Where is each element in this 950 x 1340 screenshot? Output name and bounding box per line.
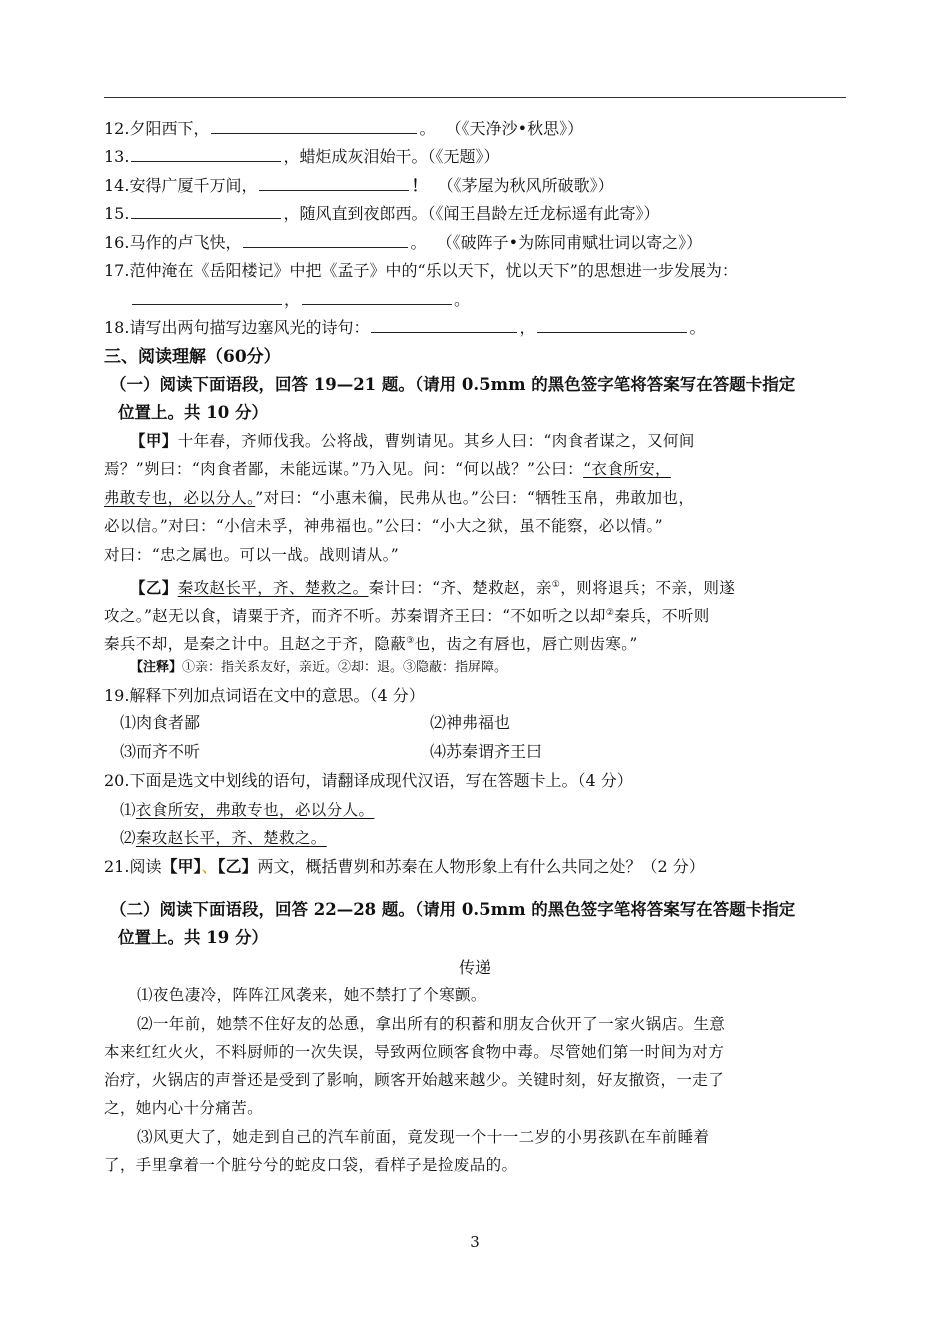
question-16 bbox=[104, 231, 864, 255]
question-text: 21.阅读 bbox=[104, 857, 162, 876]
question-text: 安得广厦千万间， bbox=[129, 176, 258, 195]
story-para-3-l1: ⑶风更大了，她走到自己的汽车前面，竟发现一个十一二岁的小男孩趴在车前睡着 bbox=[137, 1128, 710, 1146]
question-number: 16. bbox=[104, 233, 130, 252]
passage-tag: 【乙】 bbox=[130, 578, 178, 598]
answer-blank[interactable] bbox=[131, 202, 281, 219]
separator: ， bbox=[519, 318, 536, 337]
note-tag: 【注释】 bbox=[130, 660, 183, 675]
question-21 bbox=[104, 855, 864, 879]
passage-text: ”对曰：“小惠未徧，民弗从也。”公曰：“牺牲玉帛，弗敢加也， bbox=[255, 489, 695, 507]
separator: 。 bbox=[689, 318, 706, 337]
yi-line-3 bbox=[104, 629, 864, 656]
q19-item-1: ⑴肉食者鄙 bbox=[120, 713, 201, 732]
footnote-mark: ① bbox=[551, 580, 561, 590]
source-citation: （《无题》） bbox=[427, 147, 500, 166]
passage-text: 秦兵不却，是秦之计中。且赵之于齐，隐蔽 bbox=[104, 635, 407, 654]
part1-heading: （一）阅读下面语段，回答 19—21 题。（请用 0.5mm 的黑色签字笔将答案写在答题卡指定 bbox=[110, 375, 796, 394]
passage-text: 攻之。”赵无以食，请粟于齐，而齐不听。苏秦谓齐王曰：“不如听之以却 bbox=[104, 607, 606, 626]
story-para-3-l2: 了，手里拿着一个脏兮兮的蛇皮口袋，看样子是捡废品的。 bbox=[104, 1156, 518, 1174]
yi-line-2 bbox=[104, 601, 864, 628]
answer-blank[interactable] bbox=[302, 288, 452, 305]
underlined-text: “衣食所安， bbox=[583, 460, 671, 478]
question-17 bbox=[104, 259, 864, 283]
question-17-blanks bbox=[130, 288, 890, 312]
answer-blank[interactable] bbox=[259, 174, 409, 191]
note-text: ①亲：指关系友好，亲近。②却：退。③隐蔽：指屏障。 bbox=[182, 660, 508, 675]
section-heading: 三、阅读理解（60分） bbox=[104, 347, 281, 367]
jia-line-5: 对曰：“忠之属也。可以一战。战则请从。” bbox=[104, 546, 400, 564]
item-number: ⑵ bbox=[120, 829, 136, 847]
separator: ， bbox=[284, 290, 301, 309]
separator: 。 bbox=[454, 290, 471, 309]
story-para-2-l3: 治疗，火锅店的声誉还是受到了影响，顾客开始越来越少。关键时刻，好友撤资，一走了 bbox=[104, 1071, 725, 1089]
separator: 、 bbox=[201, 857, 218, 876]
question-number: 17. bbox=[104, 261, 130, 280]
jia-line-4: 必以信。”对曰：“小信未孚，神弗福也。”公曰：“小大之狱，虽不能察，必以情。” bbox=[104, 517, 663, 535]
answer-blank[interactable] bbox=[211, 117, 417, 134]
question-13 bbox=[104, 145, 864, 169]
question-text: ，蜡炬成灰泪始干。 bbox=[283, 147, 428, 166]
question-18 bbox=[104, 316, 864, 340]
part2-heading: （二）阅读下面语段，回答 22—28 题。（请用 0.5mm 的黑色签字笔将答案写在答题卡指定 bbox=[110, 900, 796, 919]
question-number: 14. bbox=[104, 176, 130, 195]
source-citation: （《破阵子•为陈同甫赋壮词以寄之》） bbox=[436, 233, 703, 252]
yi-line-1 bbox=[130, 573, 890, 600]
part2-heading-cont: 位置上。共 19 分） bbox=[118, 928, 268, 947]
question-14 bbox=[104, 174, 864, 198]
passage-text: ，则将退兵；不亲，则遂 bbox=[560, 579, 736, 598]
story-para-2-l2: 本来红红火火，不料厨师的一次失误，导致两位顾客食物中毒。尽管她们第一时间为对方 bbox=[104, 1043, 725, 1061]
answer-blank[interactable] bbox=[537, 316, 687, 333]
question-text: 两文，概括曹刿和苏秦在人物形象上有什么共同之处？（2 分） bbox=[257, 857, 705, 876]
question-text: 。 bbox=[419, 119, 436, 138]
jia-line-1 bbox=[130, 429, 890, 453]
page-number: 3 bbox=[470, 1233, 480, 1251]
q19-item-3: ⑶而齐不听 bbox=[120, 742, 201, 761]
story-para-1: ⑴夜色凄冷，阵阵江风袭来，她不禁打了个寒颤。 bbox=[137, 986, 487, 1004]
story-para-2-l4: 之，她内心十分痛苦。 bbox=[104, 1099, 264, 1117]
jia-line-2 bbox=[104, 457, 864, 481]
part1-heading-cont: 位置上。共 10 分） bbox=[118, 403, 268, 422]
q20-item-2 bbox=[120, 826, 880, 850]
source-citation: （《天净沙•秋思》） bbox=[445, 119, 584, 138]
question-text: 夕阳西下， bbox=[129, 119, 210, 138]
passage-text: 十年春，齐师伐我。公将战，曹刿请见。其乡人曰：“肉食者谋之，又何间 bbox=[177, 432, 695, 450]
footnote-mark: ③ bbox=[406, 636, 415, 646]
source-citation: （《闻王昌龄左迁龙标遥有此寄》） bbox=[427, 204, 660, 223]
question-12 bbox=[104, 117, 864, 141]
answer-blank[interactable] bbox=[132, 288, 282, 305]
q20-item-1 bbox=[120, 798, 880, 822]
underlined-text: 秦攻赵长平，齐、楚救之。 bbox=[177, 579, 369, 598]
q19-item-4: ⑷苏秦谓齐王曰 bbox=[430, 742, 543, 761]
q19-item-2: ⑵神弗福也 bbox=[430, 713, 511, 732]
passage-tag: 【甲】 bbox=[161, 857, 202, 876]
story-title: 传递 bbox=[458, 958, 491, 977]
question-text: 马作的卢飞快， bbox=[129, 233, 242, 252]
underlined-text: 弗敢专也，必以分人。 bbox=[104, 489, 256, 507]
question-number: 12. bbox=[104, 119, 130, 138]
question-text: 。 bbox=[410, 233, 427, 252]
question-text: 范仲淹在《岳阳楼记》中把《孟子》中的“乐以天下，忧以天下”的思想进一步发展为： bbox=[129, 261, 738, 280]
passage-tag: 【乙】 bbox=[217, 857, 258, 876]
annotation-note bbox=[130, 656, 890, 680]
item-number: ⑴ bbox=[120, 801, 136, 819]
header-rule bbox=[104, 97, 846, 98]
passage-text: 秦计曰：“齐、楚救赵，亲 bbox=[368, 579, 552, 598]
question-text: 请写出两句描写边塞风光的诗句： bbox=[129, 318, 370, 337]
story-para-2-l1: ⑵一年前，她禁不住好友的怂恿，拿出所有的积蓄和朋友合伙开了一家火锅店。生意 bbox=[137, 1015, 726, 1033]
question-number: 18. bbox=[104, 318, 130, 337]
passage-text: 也，齿之有唇也，唇亡则齿寒。” bbox=[414, 635, 638, 654]
source-citation: （《茅屋为秋风所破歌》） bbox=[437, 176, 614, 195]
underlined-text: 衣食所安，弗敢专也，必以分人。 bbox=[135, 801, 375, 819]
underlined-text: 秦攻赵长平，齐、楚救之。 bbox=[135, 829, 327, 847]
passage-tag: 【甲】 bbox=[130, 431, 178, 450]
question-number: 15. bbox=[104, 204, 130, 223]
passage-text: 焉？”刿曰：“肉食者鄙，未能远谋。”乃入见。问：“何以战？”公曰： bbox=[104, 460, 584, 478]
question-text: ！ bbox=[411, 176, 428, 195]
question-text: ，随风直到夜郎西。 bbox=[283, 204, 428, 223]
passage-text: 秦兵，不听则 bbox=[614, 607, 710, 626]
question-15 bbox=[104, 202, 864, 226]
answer-blank[interactable] bbox=[131, 145, 281, 162]
answer-blank[interactable] bbox=[371, 316, 517, 333]
question-20: 20.下面是选文中划线的语句，请翻译成现代汉语，写在答题卡上。（4 分） bbox=[104, 771, 633, 790]
jia-line-3 bbox=[104, 486, 864, 510]
footnote-mark: ② bbox=[605, 608, 615, 618]
answer-blank[interactable] bbox=[243, 231, 408, 248]
question-19: 19.解释下列加点词语在文中的意思。（4 分） bbox=[104, 686, 425, 705]
question-number: 13. bbox=[104, 147, 130, 166]
